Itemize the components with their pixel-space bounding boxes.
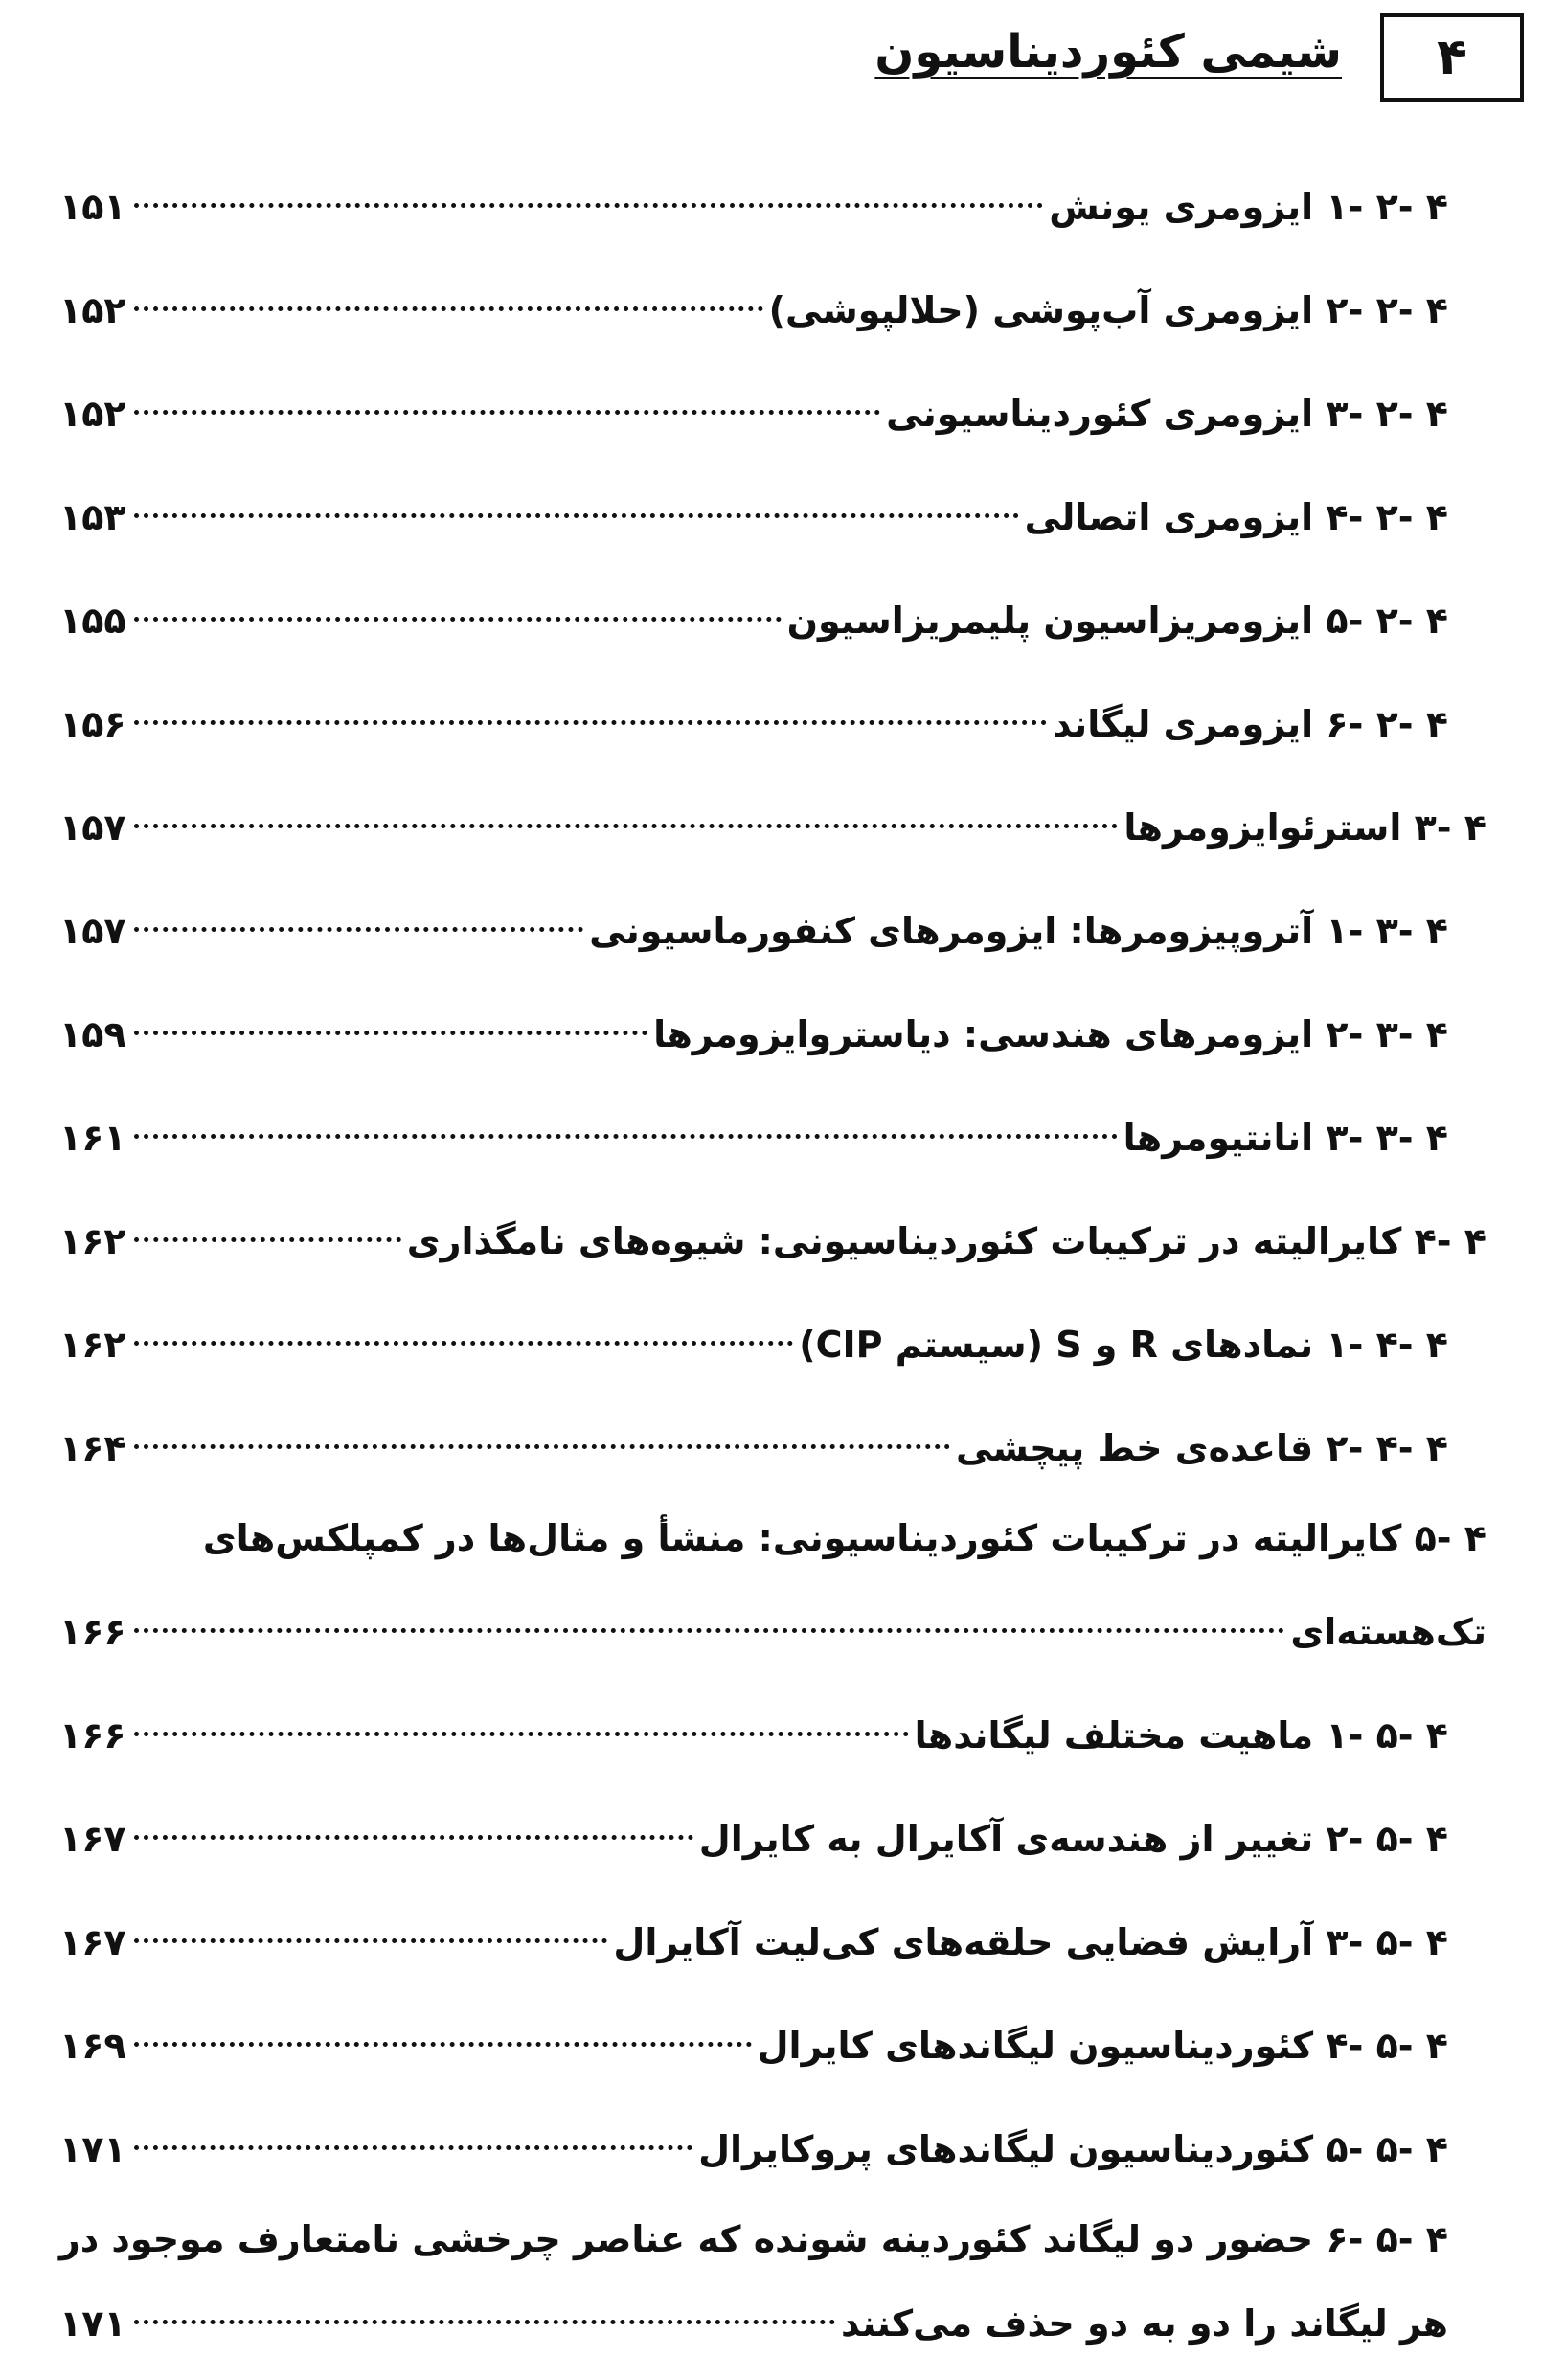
- toc-entry-label-line1: ۴ -۵ -۶ حضور دو لیگاند کئوردینه شونده که عناصر چرخشی نامتعارف موجود در: [58, 2218, 1448, 2260]
- toc-entry-page: ۱۶۴: [59, 1427, 126, 1469]
- leader-dots: [134, 685, 1047, 737]
- toc-entry[interactable]: [59, 685, 1486, 745]
- toc-entry[interactable]: [59, 1305, 1486, 1366]
- leader-dots: [134, 1409, 950, 1461]
- toc-entry-page: ۱۵۶: [59, 703, 126, 745]
- toc-entry-label: ۴ -۲ -۴ ایزومری اتصالی: [1024, 496, 1448, 538]
- toc-entry-label: ۴ -۲ -۵ ایزومریزاسیون پلیمریزاسیون: [786, 600, 1448, 642]
- toc-entry[interactable]: [59, 1409, 1486, 1469]
- toc-entry-page: ۱۵۷: [59, 806, 126, 849]
- toc-entry-page: ۱۵۵: [59, 600, 126, 642]
- toc-entry[interactable]: [59, 892, 1486, 952]
- toc-entry-label: ۴ -۵ -۵ کئوردیناسیون لیگاندهای پروکایرال: [698, 2128, 1448, 2170]
- toc-entry-label: ۴ -۲ -۱ ایزومری یونش: [1049, 186, 1448, 228]
- toc-entry[interactable]: [59, 271, 1486, 331]
- leader-dots: [134, 271, 763, 323]
- table-of-contents: [58, 168, 1486, 2345]
- leader-dots: [134, 581, 782, 633]
- page-header: [19, 8, 1524, 123]
- toc-entry-label: ۴ -۴ کایرالیته در ترکیبات کئوردیناسیونی: شیوه‌های نامگذاری: [406, 1220, 1486, 1262]
- toc-entry-label: ۴ -۵ -۲ تغییر از هندسه‌ی آکایرال به کایرال: [698, 1818, 1448, 1860]
- toc-entry-label: ۴ -۴ -۱ نمادهای R و S (سیستم CIP): [799, 1324, 1448, 1366]
- toc-entry-page: ۱۶۶: [59, 1611, 126, 1653]
- leader-dots: [134, 2110, 692, 2162]
- toc-entry[interactable]: [59, 581, 1486, 642]
- toc-entry-label: ۴ -۵ -۳ آرایش فضایی حلقه‌های کی‌لیت آکایرال: [613, 1921, 1448, 1963]
- toc-entry-page: ۱۶۶: [59, 1714, 126, 1757]
- toc-entry[interactable]: [59, 1696, 1486, 1757]
- leader-dots: [134, 1099, 1118, 1150]
- toc-entry-page: ۱۶۷: [59, 1921, 126, 1963]
- toc-entry[interactable]: [59, 374, 1486, 435]
- toc-entry-page: ۱۶۱: [59, 1117, 126, 1159]
- toc-entry[interactable]: [59, 788, 1486, 849]
- toc-entry-page: ۱۶۲: [59, 1324, 126, 1366]
- toc-entry[interactable]: [59, 1099, 1486, 1159]
- leader-dots: [134, 788, 1118, 840]
- toc-entry-page: ۱۵۲: [59, 393, 126, 435]
- leader-dots: [134, 1593, 1284, 1644]
- toc-entry-page: ۱۶۲: [59, 1220, 126, 1262]
- toc-entry-page: ۱۵۷: [59, 910, 126, 952]
- toc-entry-label: ۴ -۵ -۱ ماهیت مختلف لیگاندها: [914, 1714, 1448, 1757]
- toc-entry-label: ۴ -۳ -۳ انانتیومرها: [1123, 1117, 1448, 1159]
- toc-entry[interactable]: [58, 2213, 1486, 2345]
- toc-entry[interactable]: [59, 478, 1486, 538]
- toc-entry-page: ۱۶۹: [59, 2025, 126, 2067]
- leader-dots: [134, 2284, 835, 2336]
- toc-entry[interactable]: [59, 1903, 1486, 1963]
- toc-entry[interactable]: [59, 1512, 1486, 1653]
- toc-entry[interactable]: [59, 168, 1486, 228]
- leader-dots: [134, 1696, 909, 1748]
- leader-dots: [134, 1800, 693, 1851]
- leader-dots: [134, 892, 583, 943]
- book-title: شیمی کئوردیناسیون: [874, 25, 1342, 79]
- page-number-box: [1380, 13, 1524, 102]
- leader-dots: [134, 1903, 607, 1955]
- toc-entry-label: ۴ -۲ -۶ ایزومری لیگاند: [1052, 703, 1448, 745]
- toc-entry[interactable]: [59, 1202, 1486, 1262]
- toc-entry-label: ۴ -۴ -۲ قاعده‌ی خط پیچشی: [955, 1427, 1448, 1469]
- toc-entry-label: ۴ -۳ -۲ ایزومرهای هندسی: دیاستروایزومرها: [653, 1013, 1448, 1055]
- toc-entry-page: ۱۶۷: [59, 1818, 126, 1860]
- toc-entry-page: ۱۵۳: [59, 496, 126, 538]
- leader-dots: [134, 168, 1043, 219]
- leader-dots: [134, 1305, 793, 1357]
- toc-entry-page: ۱۵۱: [59, 186, 126, 228]
- toc-entry-label: هر لیگاند را دو به دو حذف می‌کنند: [841, 2302, 1448, 2345]
- toc-entry-label: ۴ -۳ -۱ آتروپیزومرها: ایزومرهای کنفورماسیونی: [589, 910, 1448, 952]
- toc-entry[interactable]: [59, 1800, 1486, 1860]
- page-number: ۴: [1437, 29, 1467, 86]
- leader-dots: [134, 1202, 401, 1254]
- toc-entry-label-line1: ۴ -۵ کایرالیته در ترکیبات کئوردیناسیونی: منشأ و مثال‌ها در کمپلکس‌های: [202, 1517, 1486, 1559]
- toc-entry-page: ۱۵۲: [59, 289, 126, 331]
- toc-entry-label: تک‌هسته‌ای: [1290, 1611, 1486, 1653]
- leader-dots: [134, 2006, 752, 2058]
- toc-entry-label: ۴ -۳ استرئوایزومرها: [1123, 806, 1486, 849]
- toc-entry[interactable]: [59, 995, 1486, 1055]
- toc-entry-label: ۴ -۲ -۲ ایزومری آب‌پوشی (حلالپوشی): [768, 289, 1448, 331]
- leader-dots: [134, 374, 880, 426]
- toc-entry-page: ۱۵۹: [59, 1013, 126, 1055]
- leader-dots: [134, 478, 1019, 530]
- toc-entry-label: ۴ -۲ -۳ ایزومری کئوردیناسیونی: [886, 393, 1448, 435]
- toc-entry-page: ۱۷۱: [59, 2302, 126, 2345]
- toc-entry[interactable]: [59, 2110, 1486, 2170]
- toc-entry-label: ۴ -۵ -۴ کئوردیناسیون لیگاندهای کایرال: [757, 2025, 1448, 2067]
- toc-entry-page: ۱۷۱: [59, 2128, 126, 2170]
- toc-entry[interactable]: [59, 2006, 1486, 2067]
- leader-dots: [134, 995, 647, 1047]
